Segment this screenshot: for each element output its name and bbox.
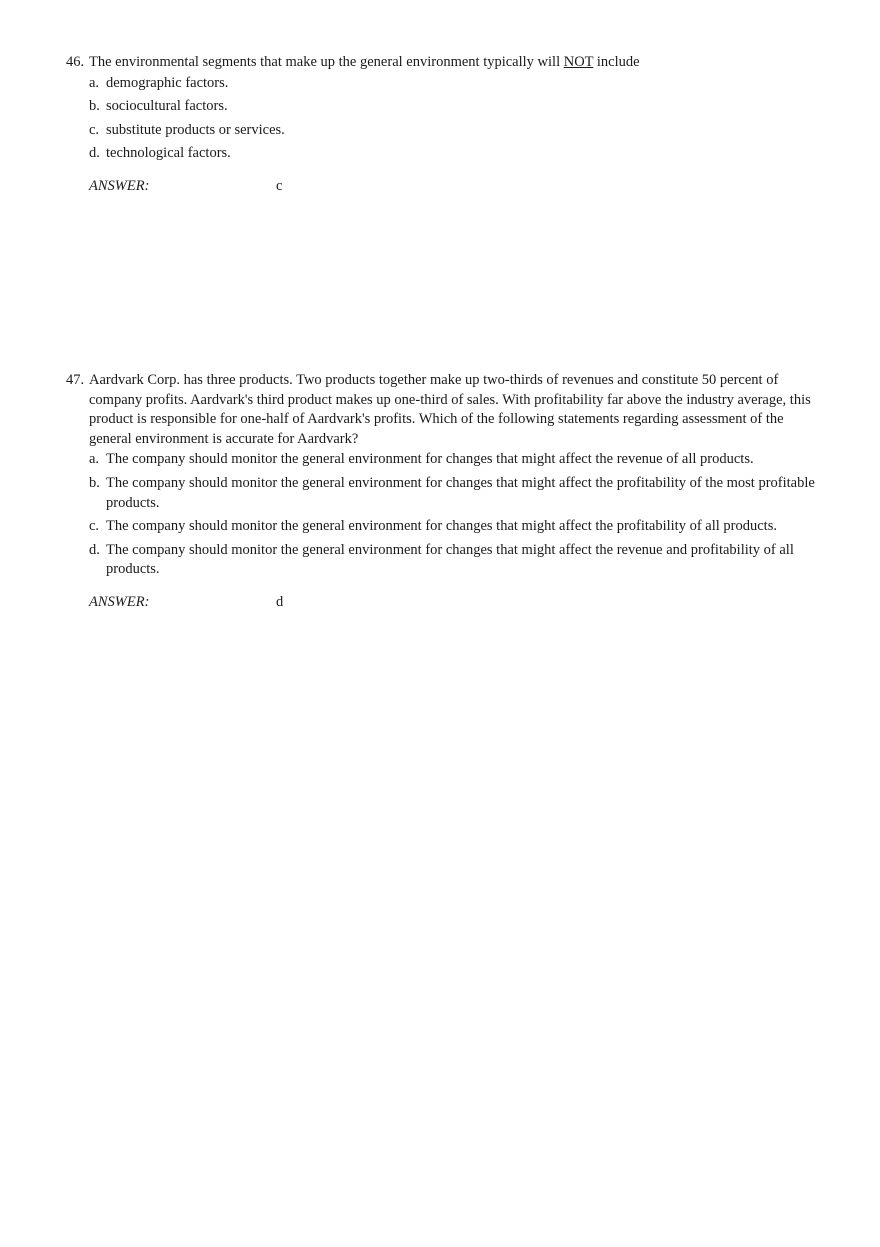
- choice-text: technological factors.: [106, 145, 231, 162]
- choice-letter: a.: [89, 451, 100, 468]
- choice-letter: a.: [89, 74, 100, 91]
- choice-c: [66, 121, 816, 141]
- choice-letter: d.: [89, 145, 100, 162]
- question-stem: [66, 371, 816, 449]
- answer-label: ANSWER:: [89, 593, 150, 610]
- choice-d: [66, 144, 816, 164]
- question-47: [66, 371, 816, 612]
- choice-d: [66, 541, 816, 580]
- choice-text: sociocultural factors.: [106, 98, 228, 115]
- choice-text: substitute products or services.: [106, 121, 285, 138]
- choice-letter: c.: [89, 121, 100, 138]
- question-number: 47.: [66, 372, 85, 388]
- choice-b: [66, 97, 816, 117]
- choice-text: demographic factors.: [106, 74, 229, 91]
- choice-letter: c.: [89, 518, 100, 535]
- choice-list: [66, 450, 816, 580]
- choice-text: The company should monitor the general environment for changes that might affect the profitability of all products.: [106, 518, 777, 535]
- question-text: The environmental segments that make up the general environment typically will NOT include: [89, 54, 640, 70]
- emphasis-not: NOT: [563, 54, 594, 70]
- question-stem: [66, 53, 816, 73]
- choice-c: [66, 517, 816, 537]
- choice-letter: d.: [89, 541, 100, 558]
- question-number: 46.: [66, 54, 85, 70]
- answer-label: ANSWER:: [89, 177, 150, 194]
- choice-a: [66, 74, 816, 94]
- answer-value: d: [276, 593, 284, 610]
- answer-row: [66, 592, 816, 612]
- choice-text: The company should monitor the general environment for changes that might affect the revenue of all products.: [106, 451, 754, 468]
- choice-text: The company should monitor the general environment for changes that might affect the profitability of the most profitable products.: [106, 474, 815, 511]
- question-text: Aardvark Corp. has three products. Two products together make up two-thirds of revenues and constitute 50 percent of company profits. Aardvark's third product makes up one-third of sales. With profitability far above the industry average, this product is responsible for one-half of Aardvark's profits. Which of the following statements regarding assessment of the general environment is accurate for Aardvark?: [89, 372, 811, 447]
- question-46: [66, 53, 816, 196]
- choice-list: [66, 74, 816, 164]
- choice-b: [66, 474, 816, 513]
- choice-a: [66, 450, 816, 470]
- answer-value: c: [276, 177, 283, 194]
- choice-letter: b.: [89, 474, 100, 491]
- choice-text: The company should monitor the general environment for changes that might affect the revenue and profitability of all products.: [106, 541, 794, 578]
- choice-letter: b.: [89, 98, 100, 115]
- answer-row: [66, 176, 816, 196]
